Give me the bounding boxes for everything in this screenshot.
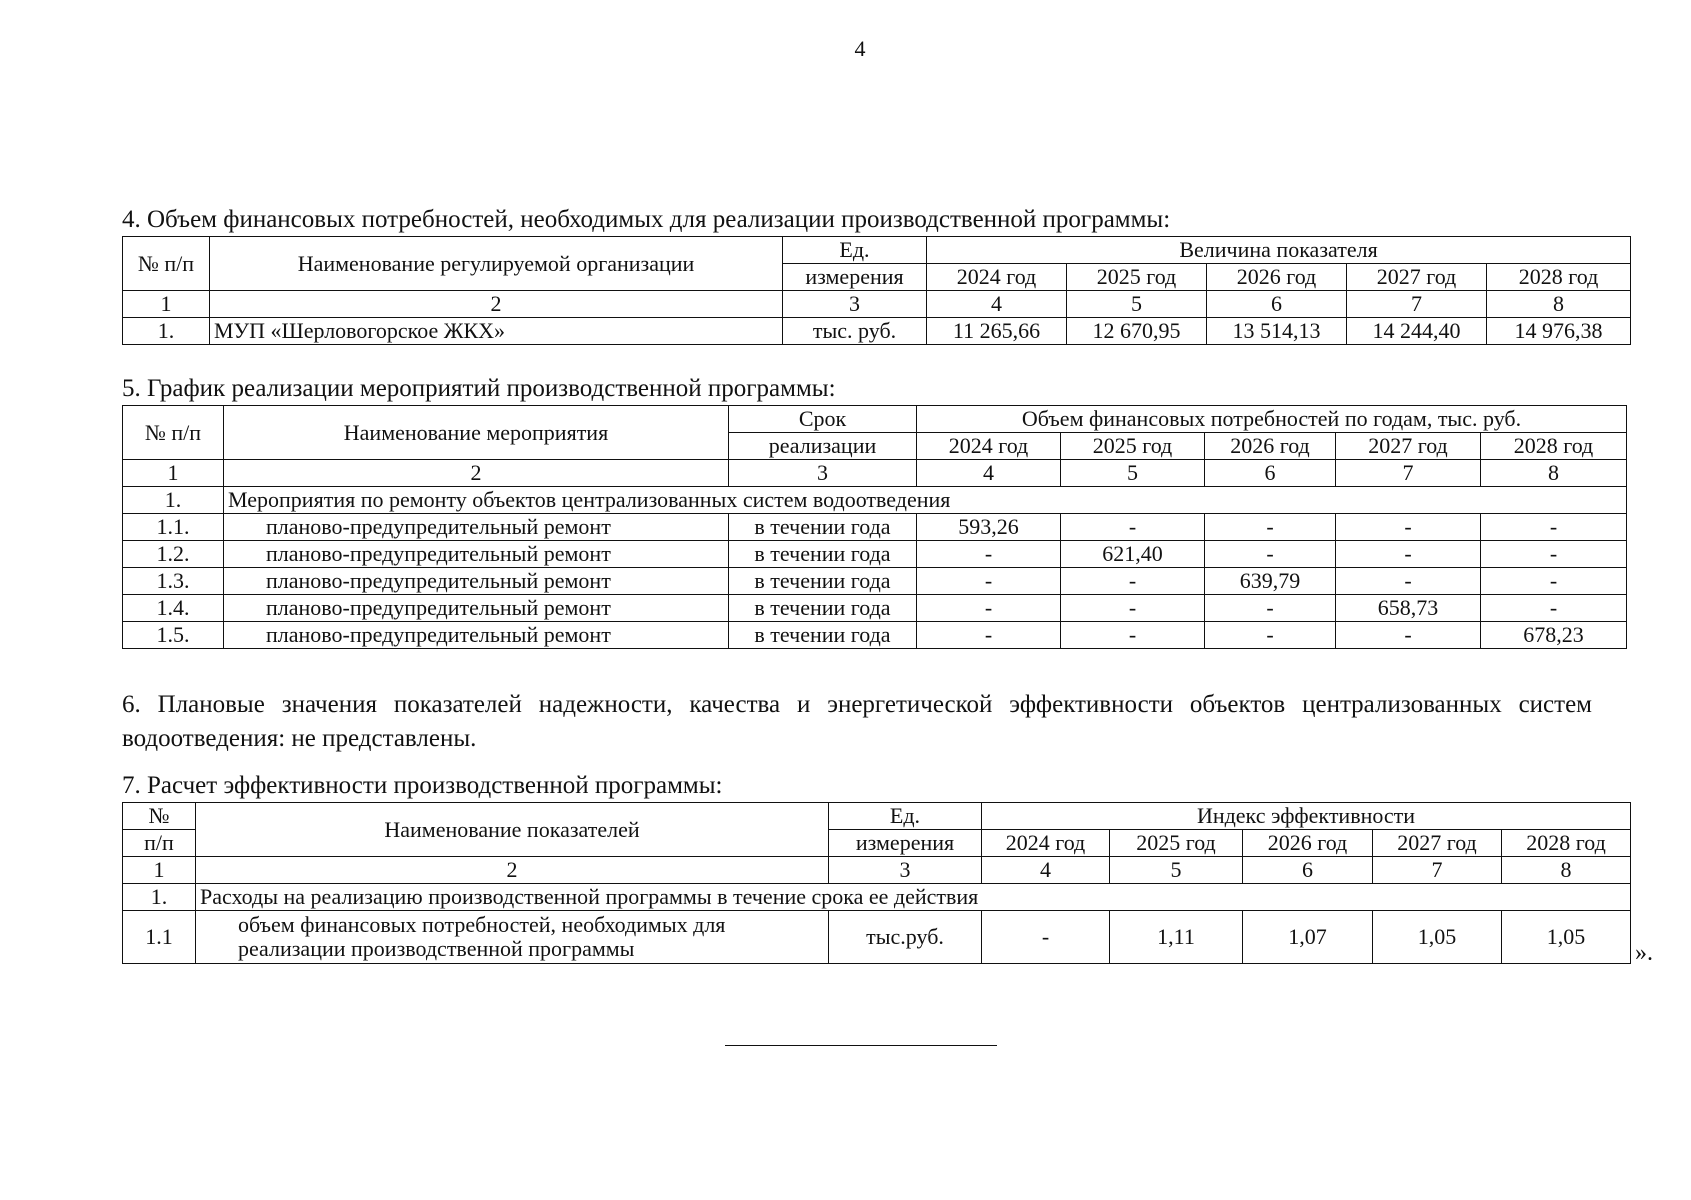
col-number: 3 bbox=[829, 857, 982, 884]
activity-name: планово-предупредительный ремонт bbox=[224, 595, 729, 622]
col-number: 4 bbox=[917, 460, 1061, 487]
col-number: 3 bbox=[783, 291, 927, 318]
value-cell: - bbox=[1336, 622, 1481, 649]
financial-needs-table bbox=[122, 236, 1631, 345]
header-year: 2028 год bbox=[1502, 830, 1631, 857]
value-cell: 12 670,95 bbox=[1067, 318, 1207, 345]
col-number: 2 bbox=[196, 857, 829, 884]
value-cell: - bbox=[1061, 568, 1205, 595]
header-year: 2027 год bbox=[1347, 264, 1487, 291]
header-indicator-name: Наименование показателей bbox=[196, 803, 829, 857]
value-cell: - bbox=[1205, 514, 1336, 541]
col-number: 6 bbox=[1243, 857, 1373, 884]
header-year: 2024 год bbox=[927, 264, 1067, 291]
row-num: 1.2. bbox=[123, 541, 224, 568]
header-unit-line2: измерения bbox=[783, 264, 927, 291]
header-activity-name: Наименование мероприятия bbox=[224, 406, 729, 460]
row-num: 1.5. bbox=[123, 622, 224, 649]
col-number: 5 bbox=[1061, 460, 1205, 487]
header-year: 2026 год bbox=[1207, 264, 1347, 291]
value-cell: - bbox=[1205, 595, 1336, 622]
header-year: 2028 год bbox=[1481, 433, 1627, 460]
table-row bbox=[123, 568, 1627, 595]
activity-name: планово-предупредительный ремонт bbox=[224, 541, 729, 568]
col-number: 8 bbox=[1481, 460, 1627, 487]
header-org-name: Наименование регулируемой организации bbox=[210, 237, 783, 291]
table-row bbox=[123, 318, 1631, 345]
group-row bbox=[123, 487, 1627, 514]
header-year: 2026 год bbox=[1205, 433, 1336, 460]
header-year: 2025 год bbox=[1061, 433, 1205, 460]
row-num: 1.1. bbox=[123, 514, 224, 541]
header-financial-needs-by-year: Объем финансовых потребностей по годам, тыс. руб. bbox=[917, 406, 1627, 433]
value-cell: - bbox=[917, 622, 1061, 649]
column-number-row bbox=[123, 460, 1627, 487]
header-unit-line2: измерения bbox=[829, 830, 982, 857]
row-num: 1. bbox=[123, 318, 210, 345]
value-cell: - bbox=[1205, 622, 1336, 649]
header-unit: Ед. bbox=[783, 237, 927, 264]
value-cell: 658,73 bbox=[1336, 595, 1481, 622]
value-cell: 593,26 bbox=[917, 514, 1061, 541]
header-year: 2028 год bbox=[1487, 264, 1631, 291]
header-num-line2: п/п bbox=[123, 830, 196, 857]
value-cell: - bbox=[1481, 514, 1627, 541]
value-cell: 639,79 bbox=[1205, 568, 1336, 595]
col-number: 6 bbox=[1207, 291, 1347, 318]
table-row bbox=[123, 514, 1627, 541]
header-year: 2027 год bbox=[1373, 830, 1502, 857]
horizontal-rule bbox=[725, 1045, 997, 1046]
section-6-paragraph: 6. Плановые значения показателей надежности, качества и энергетической эффективности объектов централизованных систем водоотведения: не представлены. bbox=[122, 691, 1592, 752]
col-number: 6 bbox=[1205, 460, 1336, 487]
row-num: 1. bbox=[123, 884, 196, 911]
value-cell: 14 976,38 bbox=[1487, 318, 1631, 345]
indicator-name: объем финансовых потребностей, необходимых для реализации производственной программы bbox=[196, 911, 829, 964]
value-cell: 14 244,40 bbox=[1347, 318, 1487, 345]
term-cell: в течении года bbox=[729, 514, 917, 541]
value-cell: - bbox=[982, 911, 1110, 964]
row-unit: тыс. руб. bbox=[783, 318, 927, 345]
header-num: № п/п bbox=[123, 237, 210, 291]
group-name: Расходы на реализацию производственной программы в течение срока ее действия bbox=[196, 884, 1631, 911]
table-row bbox=[123, 622, 1627, 649]
value-cell: - bbox=[1481, 595, 1627, 622]
term-cell: в течении года bbox=[729, 541, 917, 568]
table-row bbox=[123, 541, 1627, 568]
col-number: 7 bbox=[1347, 291, 1487, 318]
header-year: 2027 год bbox=[1336, 433, 1481, 460]
page-number: 4 bbox=[854, 36, 866, 61]
value-cell: - bbox=[917, 568, 1061, 595]
header-year: 2024 год bbox=[917, 433, 1061, 460]
value-cell: - bbox=[1336, 568, 1481, 595]
col-number: 1 bbox=[123, 857, 196, 884]
column-number-row bbox=[123, 291, 1631, 318]
value-cell: 1,05 bbox=[1373, 911, 1502, 964]
col-number: 7 bbox=[1336, 460, 1481, 487]
term-cell: в течении года bbox=[729, 568, 917, 595]
table-row bbox=[123, 595, 1627, 622]
org-name: МУП «Шерловогорское ЖКХ» bbox=[210, 318, 783, 345]
col-number: 8 bbox=[1487, 291, 1631, 318]
value-cell: 13 514,13 bbox=[1207, 318, 1347, 345]
row-num: 1. bbox=[123, 487, 224, 514]
value-cell: 621,40 bbox=[1061, 541, 1205, 568]
row-unit: тыс.руб. bbox=[829, 911, 982, 964]
header-indicator-value: Величина показателя bbox=[927, 237, 1631, 264]
value-cell: - bbox=[1481, 541, 1627, 568]
term-cell: в течении года bbox=[729, 595, 917, 622]
value-cell: - bbox=[1061, 622, 1205, 649]
col-number: 2 bbox=[224, 460, 729, 487]
efficiency-table bbox=[122, 802, 1631, 964]
value-cell: 1,11 bbox=[1110, 911, 1243, 964]
value-cell: - bbox=[917, 595, 1061, 622]
value-cell: 1,07 bbox=[1243, 911, 1373, 964]
col-number: 4 bbox=[982, 857, 1110, 884]
row-num: 1.1 bbox=[123, 911, 196, 964]
col-number: 4 bbox=[927, 291, 1067, 318]
row-num: 1.3. bbox=[123, 568, 224, 595]
header-efficiency-index: Индекс эффективности bbox=[982, 803, 1631, 830]
header-term-line2: реализации bbox=[729, 433, 917, 460]
col-number: 2 bbox=[210, 291, 783, 318]
value-cell: - bbox=[1481, 568, 1627, 595]
activity-name: планово-предупредительный ремонт bbox=[224, 514, 729, 541]
header-year: 2025 год bbox=[1067, 264, 1207, 291]
term-cell: в течении года bbox=[729, 622, 917, 649]
header-year: 2025 год bbox=[1110, 830, 1243, 857]
schedule-table bbox=[122, 405, 1627, 649]
group-name: Мероприятия по ремонту объектов централизованных систем водоотведения bbox=[224, 487, 1627, 514]
header-year: 2026 год bbox=[1243, 830, 1373, 857]
value-cell: 678,23 bbox=[1481, 622, 1627, 649]
column-number-row bbox=[123, 857, 1631, 884]
value-cell: 1,05 bbox=[1502, 911, 1631, 964]
header-num: № bbox=[123, 803, 196, 830]
section-5-title: 5. График реализации мероприятий производственной программы: bbox=[122, 375, 836, 402]
header-term: Срок bbox=[729, 406, 917, 433]
col-number: 5 bbox=[1110, 857, 1243, 884]
col-number: 1 bbox=[123, 291, 210, 318]
col-number: 5 bbox=[1067, 291, 1207, 318]
activity-name: планово-предупредительный ремонт bbox=[224, 622, 729, 649]
table-row bbox=[123, 911, 1631, 964]
value-cell: - bbox=[1336, 541, 1481, 568]
col-number: 1 bbox=[123, 460, 224, 487]
section-4-title: 4. Объем финансовых потребностей, необходимых для реализации производственной программы: bbox=[122, 206, 1171, 233]
section-7-title: 7. Расчет эффективности производственной программы: bbox=[122, 772, 723, 799]
header-year: 2024 год bbox=[982, 830, 1110, 857]
value-cell: - bbox=[1205, 541, 1336, 568]
col-number: 3 bbox=[729, 460, 917, 487]
value-cell: - bbox=[1061, 514, 1205, 541]
col-number: 8 bbox=[1502, 857, 1631, 884]
row-num: 1.4. bbox=[123, 595, 224, 622]
value-cell: 11 265,66 bbox=[927, 318, 1067, 345]
col-number: 7 bbox=[1373, 857, 1502, 884]
header-num: № п/п bbox=[123, 406, 224, 460]
value-cell: - bbox=[1061, 595, 1205, 622]
value-cell: - bbox=[1336, 514, 1481, 541]
closing-quote-mark: ». bbox=[1635, 940, 1653, 966]
activity-name: планово-предупредительный ремонт bbox=[224, 568, 729, 595]
group-row bbox=[123, 884, 1631, 911]
value-cell: - bbox=[917, 541, 1061, 568]
header-unit: Ед. bbox=[829, 803, 982, 830]
